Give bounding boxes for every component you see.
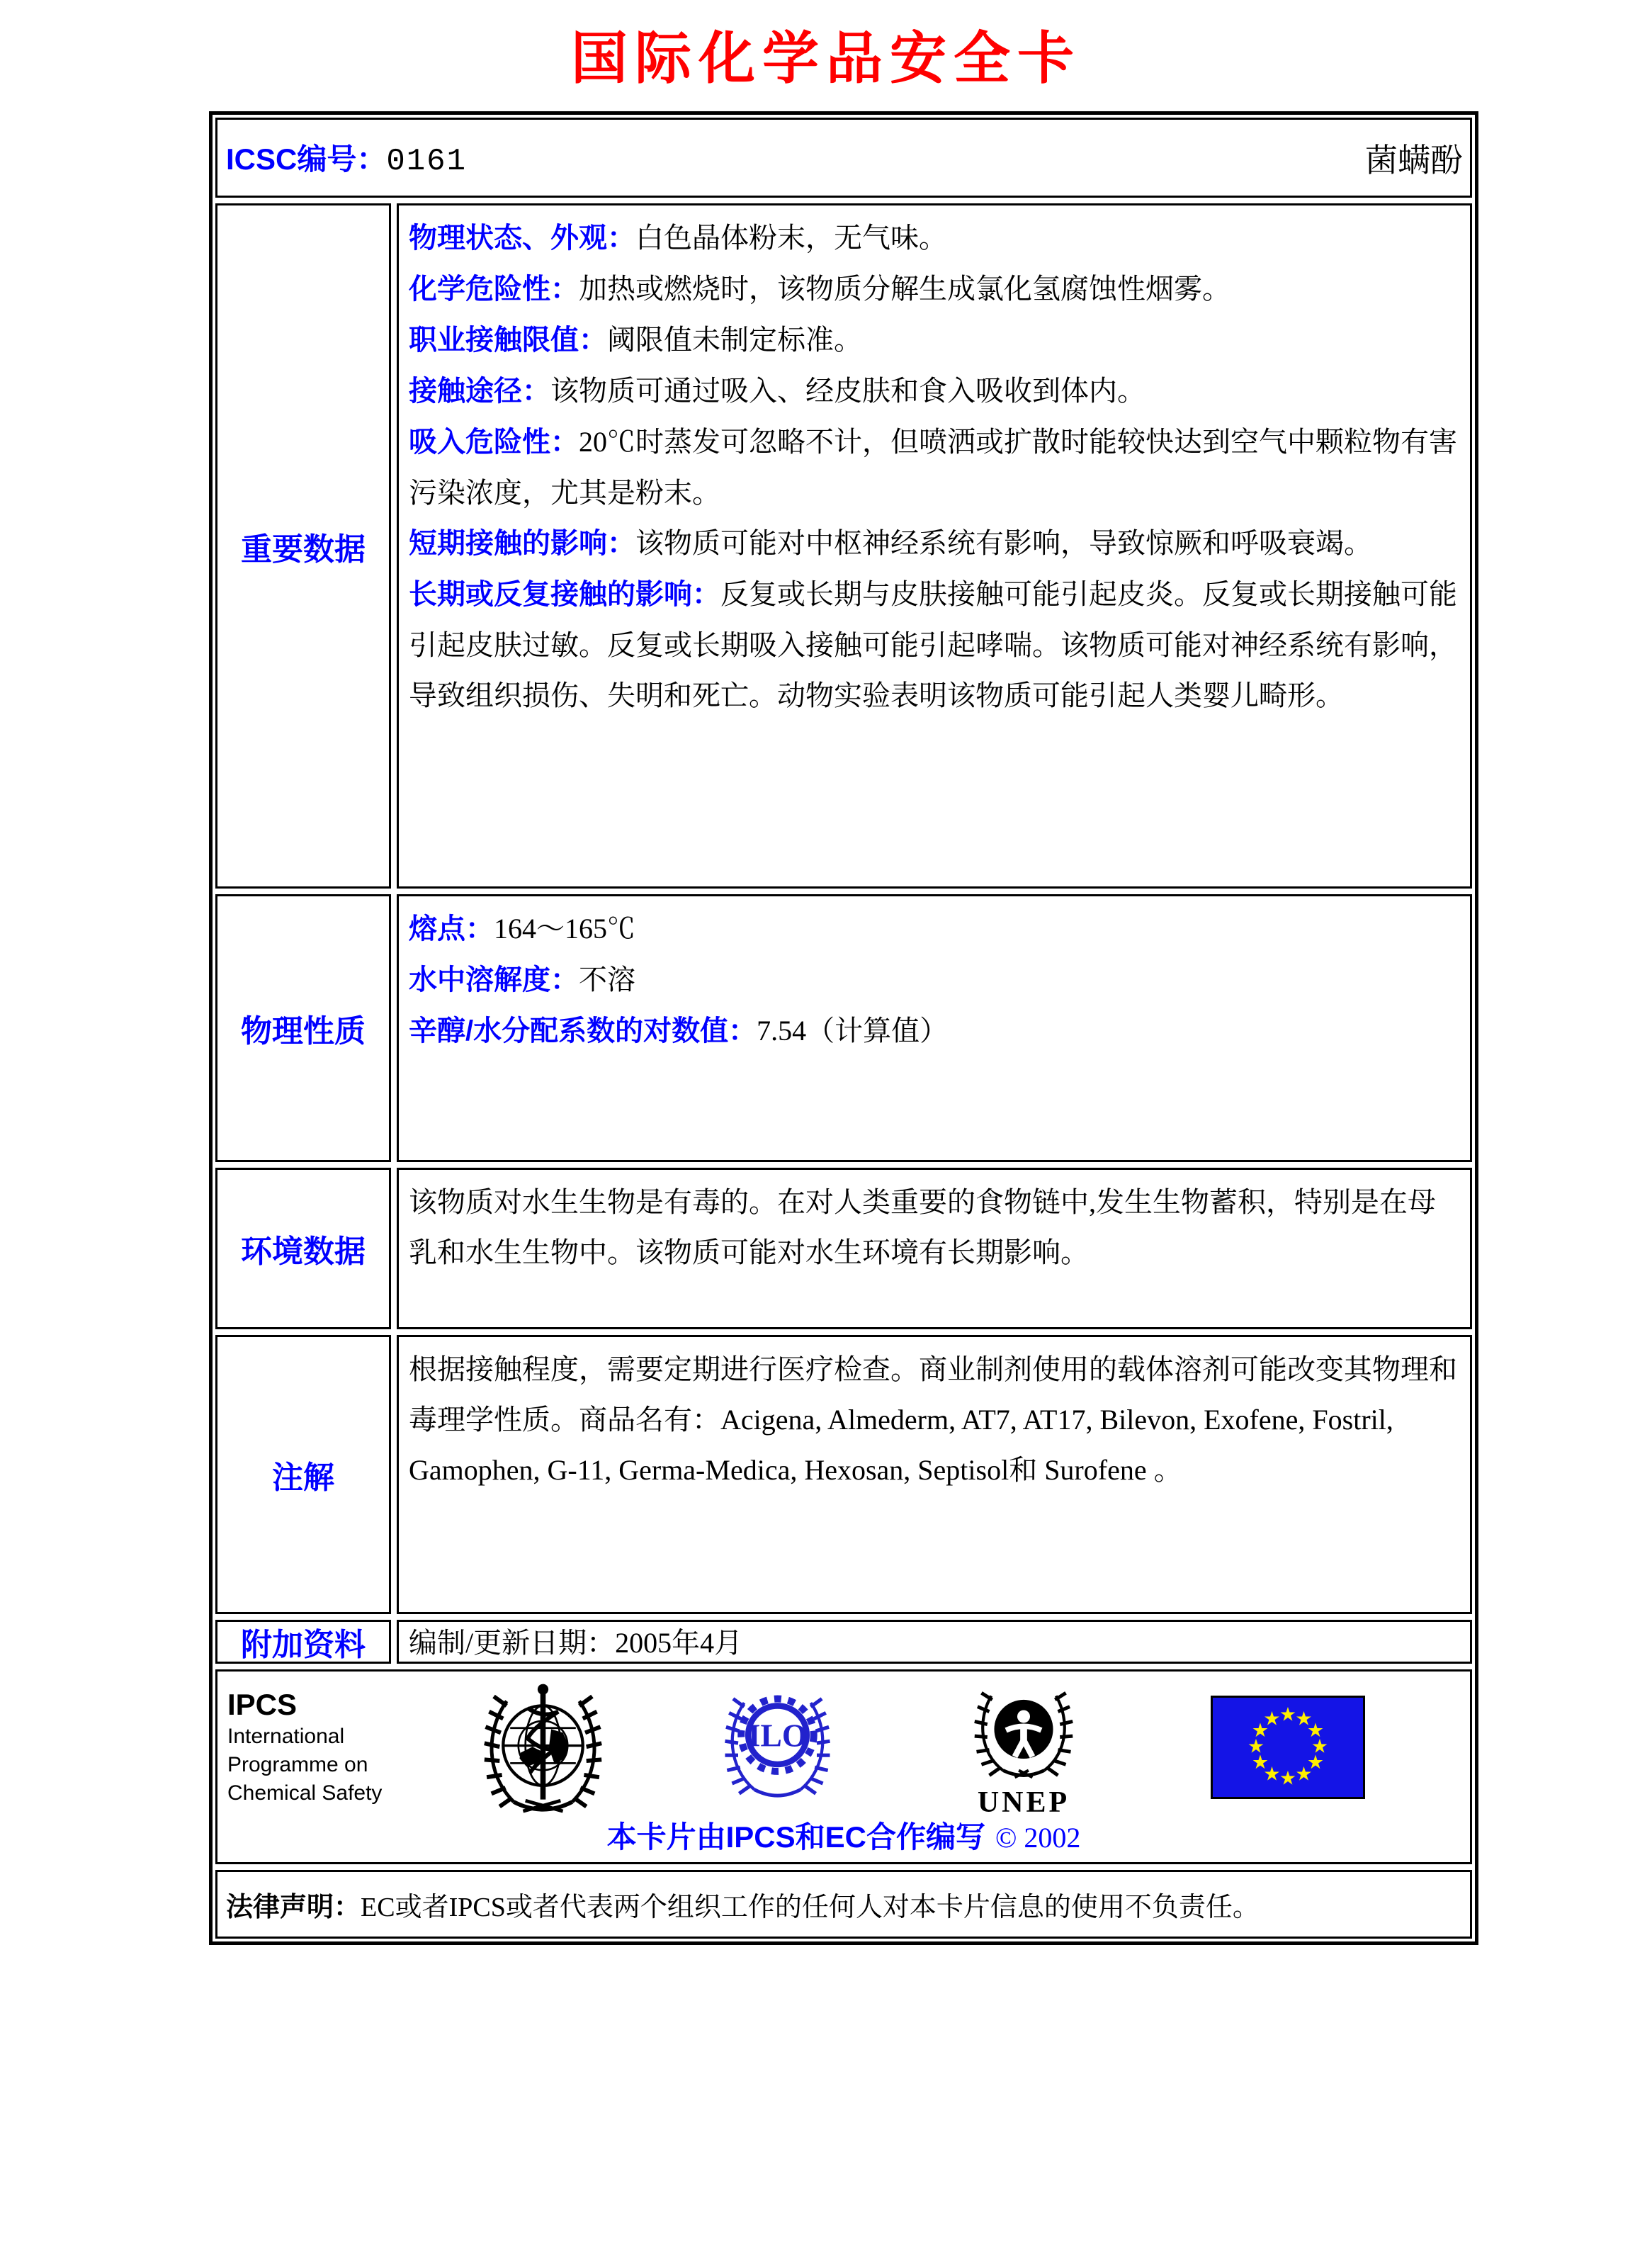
field-paragraph xyxy=(409,518,1460,569)
icsc-number xyxy=(226,136,467,179)
field-paragraph xyxy=(409,417,1460,518)
update-date-value: 2005年4月 xyxy=(615,1627,743,1659)
field-label: 短期接触的影响： xyxy=(409,528,635,559)
additional-info-content xyxy=(397,1620,1472,1664)
eu-star: ★ xyxy=(1263,1763,1281,1786)
legal-text: EC或者IPCS或者代表两个组织工作的任何人对本卡片信息的使用不负责任。 xyxy=(361,1893,1260,1922)
eu-star: ★ xyxy=(1279,1703,1297,1726)
eu-star: ★ xyxy=(1279,1767,1297,1790)
environment-data-content xyxy=(397,1168,1472,1329)
field-text: 164～165℃ xyxy=(494,913,635,945)
environment-text: 该物质对水生生物是有毒的。在对人类重要的食物链中,发生生物蓄积，特别是在母乳和水生生物中。该物质可能对水生环境有长期影响。 xyxy=(409,1186,1436,1268)
update-date-label: 编制/更新日期： xyxy=(409,1627,616,1659)
copyright-text: © 2002 xyxy=(995,1822,1081,1854)
icsc-card-table xyxy=(209,111,1478,1945)
cooperation-caption xyxy=(217,1814,1470,1856)
legal-cell xyxy=(215,1870,1472,1939)
unep-logo-text: UNEP xyxy=(977,1786,1070,1819)
field-label: 化学危险性： xyxy=(409,274,579,305)
field-text: 反复或长期与皮肤接触可能引起皮炎。反复或长期接触可能引起皮肤过敏。反复或长期吸入接触可能引起哮喘。该物质可能对神经系统有影响，导致组织损伤、失明和死亡。动物实验表明该物质可能引起人类婴儿畸形。 xyxy=(409,578,1457,711)
field-label: 长期或反复接触的影响： xyxy=(409,579,720,610)
eu-star: ★ xyxy=(1295,1708,1313,1730)
field-text: 阈限值未制定标准。 xyxy=(607,324,862,356)
notes-text: 根据接触程度，需要定期进行医疗检查。商业制剂使用的载体溶剂可能改变其物理和毒理学性质。商品名有：Acigena, Almederm, AT7, AT17, Bilevon, Exofene, Fostril, Gamophen, G-11, Germa-Medica, Hexosan, Septisol和 Surofene 。 xyxy=(409,1353,1457,1486)
field-text: 不溶 xyxy=(579,964,635,996)
field-text: 20℃时蒸发可忽略不计，但喷洒或扩散时能较快达到空气中颗粒物有害污染浓度，尤其是粉末。 xyxy=(409,426,1457,509)
icsc-number-label: ICSC编号： xyxy=(226,142,387,176)
eu-star: ★ xyxy=(1306,1720,1325,1742)
page-title: 国际化学品安全卡 xyxy=(571,28,1081,91)
ipcs-line: Programme on xyxy=(227,1753,368,1776)
section-label-notes: 注解 xyxy=(215,1335,391,1614)
ipcs-acronym: IPCS xyxy=(227,1688,298,1721)
icsc-number-value: 0161 xyxy=(386,144,467,179)
ilo-logo-icon xyxy=(712,1679,843,1810)
eu-star: ★ xyxy=(1295,1763,1313,1786)
ipcs-line: Chemical Safety xyxy=(227,1781,383,1805)
eu-star: ★ xyxy=(1247,1735,1265,1758)
field-paragraph xyxy=(409,315,1460,366)
section-label-physical-properties: 物理性质 xyxy=(215,894,391,1162)
field-paragraph xyxy=(409,903,1460,954)
physical-properties-content xyxy=(397,894,1472,1162)
unep-logo xyxy=(960,1680,1087,1820)
notes-row xyxy=(215,1335,1472,1614)
cooperation-caption-text: 本卡片由IPCS和EC合作编写 xyxy=(606,1820,985,1854)
ipcs-line: International xyxy=(227,1725,345,1748)
eu-star: ★ xyxy=(1251,1752,1269,1774)
field-text: 该物质可能对中枢神经系统有影响，导致惊厥和呼吸衰竭。 xyxy=(635,527,1372,559)
chemical-name: 菌螨酚 xyxy=(1365,142,1463,179)
field-paragraph xyxy=(409,366,1460,417)
field-label: 熔点： xyxy=(409,913,494,945)
field-label: 接触途径： xyxy=(409,376,550,407)
legal-paragraph xyxy=(226,1885,1260,1924)
eu-star: ★ xyxy=(1263,1708,1281,1730)
legal-row xyxy=(215,1870,1472,1939)
field-paragraph xyxy=(409,264,1460,315)
physical-properties-row xyxy=(215,894,1472,1162)
ipcs-text-block xyxy=(227,1687,382,1808)
field-label: 职业接触限值： xyxy=(409,325,607,356)
field-label: 吸入危险性： xyxy=(409,427,579,458)
field-text: 7.54（计算值） xyxy=(757,1015,949,1047)
field-label: 物理状态、外观： xyxy=(409,222,635,254)
field-label: 水中溶解度： xyxy=(409,964,579,996)
header-cell xyxy=(215,118,1472,198)
section-label-environment-data: 环境数据 xyxy=(215,1168,391,1329)
important-data-row xyxy=(215,203,1472,889)
logos-row xyxy=(215,1669,1472,1864)
eu-star: ★ xyxy=(1311,1735,1329,1758)
eu-star: ★ xyxy=(1306,1752,1325,1774)
eu-flag-icon xyxy=(1211,1696,1365,1799)
field-paragraph xyxy=(409,954,1460,1005)
field-text: 该物质可通过吸入、经皮肤和食入吸收到体内。 xyxy=(550,375,1145,407)
who-logo-icon xyxy=(467,1676,619,1826)
additional-info-row xyxy=(215,1620,1472,1664)
logos-cell xyxy=(215,1669,1472,1864)
field-paragraph xyxy=(409,1625,1460,1662)
legal-label: 法律声明： xyxy=(226,1893,361,1922)
section-label-additional-info: 附加资料 xyxy=(215,1620,391,1664)
unep-logo-icon xyxy=(960,1680,1087,1786)
ilo-logo-text: ILO xyxy=(747,1717,808,1754)
important-data-content xyxy=(397,203,1472,889)
field-paragraph xyxy=(409,569,1460,721)
field-paragraph xyxy=(409,213,1460,264)
field-text: 加热或燃烧时，该物质分解生成氯化氢腐蚀性烟雾。 xyxy=(579,273,1230,305)
notes-content xyxy=(397,1335,1472,1614)
field-text: 白色晶体粉末，无气味。 xyxy=(635,222,947,254)
field-paragraph xyxy=(409,1005,1460,1056)
header-row xyxy=(215,118,1472,198)
section-label-important-data: 重要数据 xyxy=(215,203,391,889)
eu-star: ★ xyxy=(1251,1720,1269,1742)
environment-data-row xyxy=(215,1168,1472,1329)
field-label: 辛醇/水分配系数的对数值： xyxy=(409,1015,757,1047)
